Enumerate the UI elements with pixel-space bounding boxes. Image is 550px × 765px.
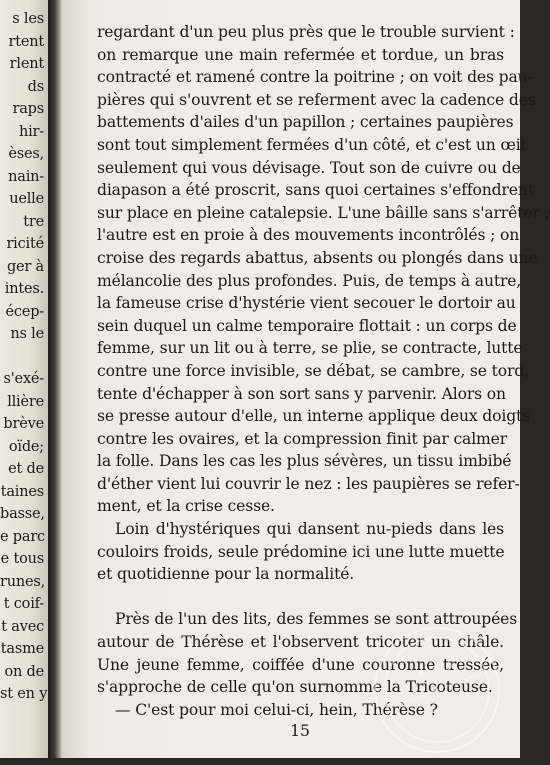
dialogue-line: — C'est pour moi celui-ci, hein, Thérèse ?: [115, 700, 438, 719]
left-page-line: ricité: [6, 236, 44, 252]
left-page-line: brève: [3, 416, 44, 432]
text-line: femme, sur un lit ou à terre, se plie, se contracte, lutte: [97, 339, 523, 358]
page-body-text: [97, 21, 550, 721]
left-page-line: s les: [12, 11, 44, 27]
paragraph-spacer: [97, 586, 504, 609]
left-page-line: rtent: [8, 33, 44, 50]
left-page-line: ger à: [6, 258, 44, 275]
left-page-line: tre: [23, 213, 44, 230]
text-line: Une jeune femme, coiffée d'une couronne tressée,: [97, 655, 504, 674]
text-line: regardant d'un peu plus près que le trouble survient :: [97, 23, 515, 41]
left-page-line: èses,: [8, 146, 44, 162]
left-page-line: s'exé-: [3, 371, 44, 387]
text-line: s'approche de celle qu'on surnomme la Tricoteuse.: [97, 678, 493, 697]
paragraph-2: [97, 518, 504, 586]
text-line: sont tout simplement fermées d'un côté, et c'est un œil: [97, 135, 526, 154]
text-line: la folle. Dans les cas les plus sévères, un tissu imbibé: [97, 452, 512, 471]
left-page-line: on de: [4, 663, 44, 680]
text-line: contracté et ramené contre la poitrine ; on voit des pau-: [97, 68, 533, 87]
text-line: mélancolie des plus profondes. Puis, de temps à autre,: [97, 271, 522, 290]
text-line: Loin d'hystériques qui dansent nu-pieds dans les: [115, 520, 504, 539]
left-page-line: nain-: [8, 168, 44, 185]
text-line: tente d'échapper à son sort sans y parvenir. Alors on: [97, 384, 506, 403]
left-page-line: raps: [12, 101, 44, 117]
left-page-line: oïde;: [8, 438, 44, 455]
text-line: d'éther vient lui couvrir le nez : les paupières se refer-: [97, 474, 520, 493]
left-page-line: taines: [0, 483, 44, 500]
left-facing-page: [0, 0, 48, 758]
right-page: [62, 0, 550, 758]
book-gutter: [48, 0, 62, 758]
text-line: seulement qui vous dévisage. Tout son de cuivre ou de: [97, 158, 521, 177]
left-page-line: et de: [8, 461, 44, 477]
text-line: l'autre est en proie à des mouvements incontrôlés ; on: [97, 226, 520, 245]
text-line: sur place en pleine catalepsie. L'une bâille sans s'arrêter ;: [97, 203, 550, 222]
left-page-line: écep-: [5, 303, 44, 320]
left-page-line: [0, 346, 48, 369]
left-page-line: runes,: [0, 573, 46, 590]
left-page-line: t avec: [1, 618, 44, 635]
left-page-line: tasme: [0, 641, 44, 657]
left-page-line: ds: [27, 78, 44, 95]
left-page-line: basse,: [0, 506, 45, 522]
left-page-line: t coif-: [3, 596, 44, 612]
left-page-line: uelle: [9, 191, 44, 207]
left-page-line: e parc: [0, 528, 45, 545]
left-page-text: [0, 8, 48, 706]
left-page-line: st en y: [0, 686, 48, 702]
page-number: 15: [290, 722, 310, 740]
left-page-line: intes.: [4, 281, 44, 297]
paragraph-1: [97, 21, 550, 518]
left-page-line: ns le: [10, 326, 44, 342]
text-line: la fameuse crise d'hystérie vient secouer le dortoir au: [97, 294, 516, 313]
left-page-line: llière: [7, 393, 44, 410]
text-line: autour de Thérèse et l'observent tricoter un châle.: [97, 633, 504, 652]
left-page-line: rlent: [9, 56, 44, 72]
text-line: diapason a été proscrit, sans quoi certaines s'effondrent: [97, 181, 534, 200]
text-line: croise des regards abattus, absents ou plongés dans une: [97, 248, 538, 267]
text-line: contre une force invisible, se débat, se cambre, se tord,: [97, 361, 529, 380]
text-line: pières qui s'ouvrent et se referment avec la cadence des: [97, 90, 536, 109]
text-line: se presse autour d'elle, un interne applique deux doigts: [97, 407, 531, 426]
left-page-line: hir-: [18, 123, 44, 140]
text-line: ment, et la crise cesse.: [97, 497, 275, 516]
text-line: battements d'ailes d'un papillon ; certaines paupières: [97, 113, 514, 132]
text-line: on remarque une main refermée et tordue, un bras: [97, 45, 504, 64]
text-line: et quotidienne pour la normalité.: [97, 565, 355, 584]
left-page-line: e tous: [0, 551, 44, 567]
text-line: sein duquel un calme temporaire flottait : un corps de: [97, 316, 517, 335]
text-line: contre les ovaires, et la compression finit par calmer: [97, 429, 508, 448]
paragraph-3: [97, 608, 518, 698]
text-line: couloirs froids, seule prédomine ici une lutte muette: [97, 542, 505, 561]
text-line: Près de l'un des lits, des femmes se sont attroupées: [115, 610, 518, 629]
